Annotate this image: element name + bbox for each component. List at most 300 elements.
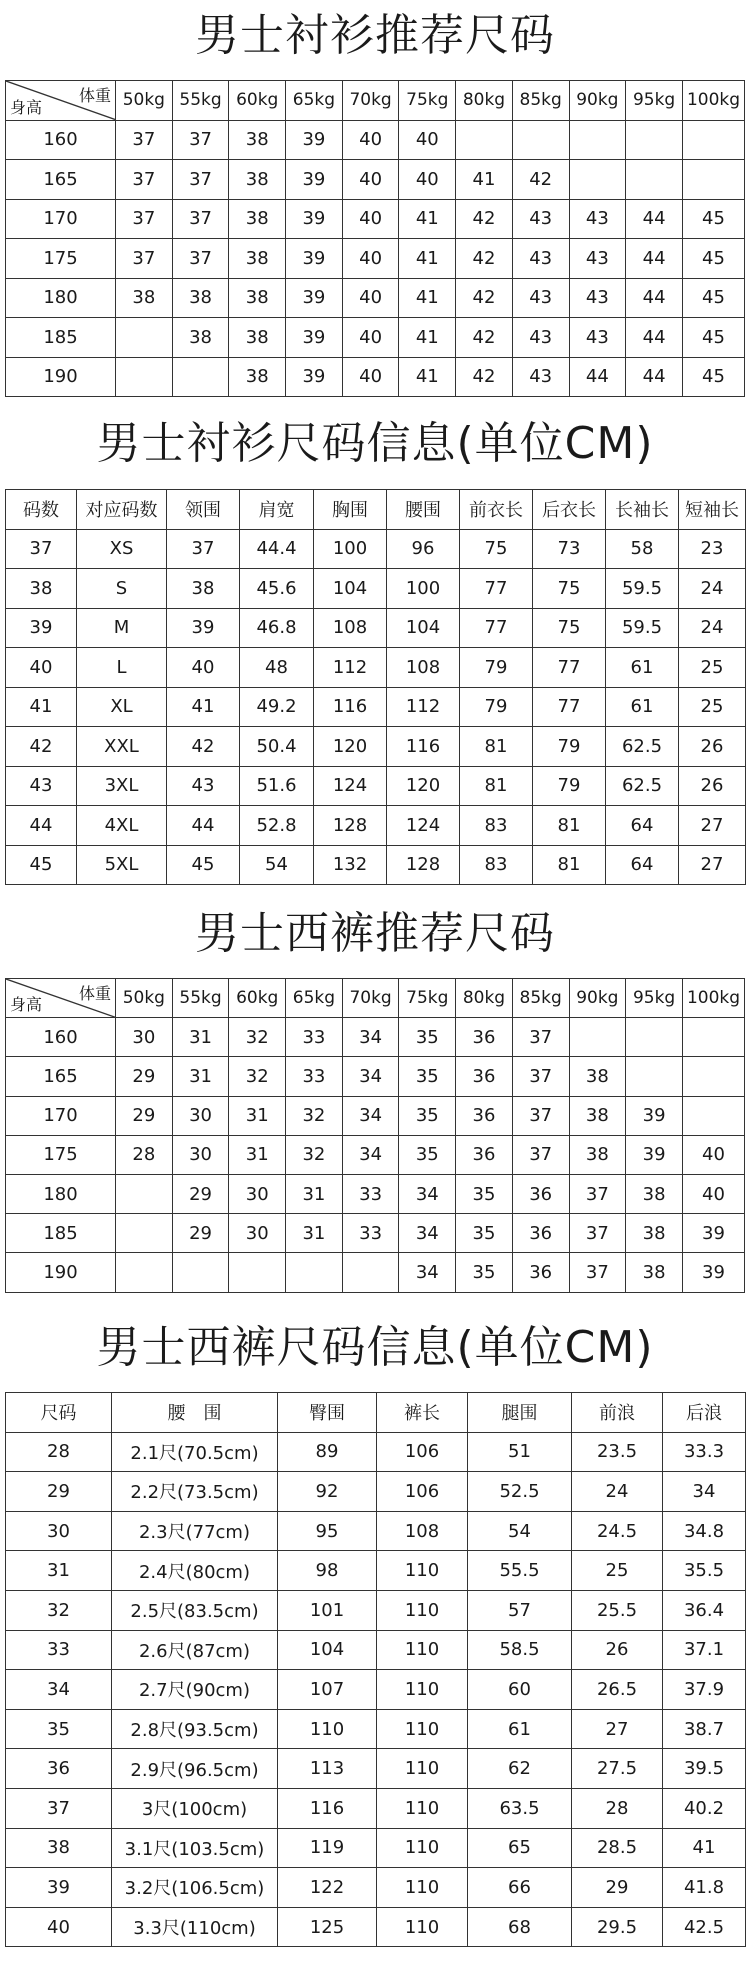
- table-cell: 96: [387, 529, 460, 569]
- table-cell: 2.3尺(77cm): [112, 1511, 278, 1551]
- size-cell: [512, 120, 569, 160]
- weight-header: 55kg: [172, 979, 229, 1018]
- table-cell: 40: [167, 648, 240, 688]
- size-cell: 34: [342, 1018, 399, 1057]
- table-cell: 54: [468, 1511, 572, 1551]
- table-cell: 110: [377, 1590, 468, 1630]
- table-cell: 106: [377, 1432, 468, 1472]
- table-cell: 110: [377, 1670, 468, 1710]
- size-cell: 32: [229, 1018, 286, 1057]
- table-cell: 54: [240, 845, 314, 885]
- column-header: 臀围: [278, 1393, 377, 1433]
- table-cell: 41: [167, 687, 240, 727]
- table-cell: 24.5: [572, 1511, 663, 1551]
- table-row: [6, 1472, 746, 1512]
- table-cell: 25.5: [572, 1590, 663, 1630]
- table-cell: 110: [377, 1828, 468, 1868]
- corner-height-label: 身高: [10, 97, 43, 117]
- table-cell: 79: [460, 648, 533, 688]
- table-cell: 27: [572, 1709, 663, 1749]
- size-cell: 31: [229, 1096, 286, 1135]
- table-cell: 34: [663, 1472, 746, 1512]
- column-header: 胸围: [314, 490, 387, 530]
- size-cell: [683, 160, 745, 200]
- size-cell: 38: [229, 318, 286, 358]
- table-cell: 38: [6, 569, 77, 609]
- table-cell: 42: [167, 727, 240, 767]
- size-cell: 38: [569, 1096, 626, 1135]
- column-header: 码数: [6, 490, 77, 530]
- table-cell: 77: [460, 569, 533, 609]
- table-cell: 44: [167, 806, 240, 846]
- table-cell: 104: [314, 569, 387, 609]
- table-cell: 100: [314, 529, 387, 569]
- table-cell: 3.2尺(106.5cm): [112, 1868, 278, 1908]
- weight-header: 60kg: [229, 81, 286, 121]
- column-header: 腰 围: [112, 1393, 278, 1433]
- size-cell: 29: [172, 1174, 229, 1213]
- table-cell: 112: [314, 648, 387, 688]
- size-cell: 44: [569, 357, 626, 397]
- size-cell: 34: [342, 1057, 399, 1096]
- table-cell: 81: [533, 845, 606, 885]
- size-cell: 37: [512, 1018, 569, 1057]
- size-cell: 37: [116, 120, 173, 160]
- size-cell: 41: [456, 160, 513, 200]
- size-cell: 35: [456, 1214, 513, 1253]
- size-cell: 40: [342, 199, 399, 239]
- table-cell: 2.5尺(83.5cm): [112, 1590, 278, 1630]
- size-cell: 40: [342, 120, 399, 160]
- size-cell: 37: [116, 160, 173, 200]
- size-cell: 33: [342, 1174, 399, 1213]
- size-cell: 37: [569, 1214, 626, 1253]
- table-cell: 116: [387, 727, 460, 767]
- size-cell: 38: [229, 160, 286, 200]
- height-cell: 185: [6, 1214, 116, 1253]
- size-cell: 45: [683, 278, 745, 318]
- weight-header: 65kg: [286, 81, 343, 121]
- shirt-info-title: 男士衬衫尺码信息(单位CM): [96, 418, 654, 469]
- size-cell: 38: [626, 1253, 683, 1292]
- table-cell: 83: [460, 845, 533, 885]
- size-cell: 43: [512, 239, 569, 279]
- table-row: [6, 1630, 746, 1670]
- column-header: 对应码数: [77, 490, 167, 530]
- table-cell: 79: [533, 727, 606, 767]
- table-cell: 41: [663, 1828, 746, 1868]
- weight-header: 100kg: [683, 81, 745, 121]
- corner-weight-label: 体重: [78, 984, 111, 1003]
- size-cell: 34: [342, 1096, 399, 1135]
- table-cell: 40: [6, 648, 77, 688]
- table-cell: 104: [278, 1630, 377, 1670]
- table-cell: 45: [167, 845, 240, 885]
- table-cell: 64: [606, 845, 679, 885]
- size-cell: 39: [626, 1096, 683, 1135]
- table-cell: 75: [460, 529, 533, 569]
- size-cell: 38: [229, 199, 286, 239]
- table-cell: 101: [278, 1590, 377, 1630]
- table-cell: 3.1尺(103.5cm): [112, 1828, 278, 1868]
- size-cell: [172, 357, 229, 397]
- size-cell: 44: [626, 239, 683, 279]
- height-cell: 190: [6, 1253, 116, 1292]
- table-row: [6, 1253, 745, 1292]
- size-cell: 40: [399, 120, 456, 160]
- table-cell: 62: [468, 1749, 572, 1789]
- weight-header: 100kg: [683, 979, 745, 1018]
- table-cell: 39: [6, 608, 77, 648]
- table-cell: 132: [314, 845, 387, 885]
- table-cell: 110: [278, 1709, 377, 1749]
- size-cell: [116, 357, 173, 397]
- table-row: [6, 806, 746, 846]
- size-cell: 39: [286, 278, 343, 318]
- table-cell: 26.5: [572, 1670, 663, 1710]
- size-cell: 33: [342, 1214, 399, 1253]
- size-cell: 39: [683, 1214, 745, 1253]
- table-cell: 34: [6, 1670, 112, 1710]
- table-cell: 107: [278, 1670, 377, 1710]
- size-cell: 43: [512, 357, 569, 397]
- table-cell: S: [77, 569, 167, 609]
- size-cell: 38: [229, 357, 286, 397]
- table-cell: 24: [679, 569, 746, 609]
- table-cell: 42: [6, 727, 77, 767]
- size-cell: 36: [512, 1214, 569, 1253]
- table-cell: 24: [679, 608, 746, 648]
- table-cell: 124: [314, 766, 387, 806]
- weight-header: 65kg: [286, 979, 343, 1018]
- size-cell: 43: [569, 278, 626, 318]
- column-header: 前浪: [572, 1393, 663, 1433]
- size-cell: 40: [342, 160, 399, 200]
- size-cell: 42: [456, 199, 513, 239]
- table-cell: 28: [572, 1788, 663, 1828]
- size-cell: 35: [399, 1018, 456, 1057]
- table-cell: 25: [679, 648, 746, 688]
- table-cell: 108: [314, 608, 387, 648]
- table-cell: 38: [167, 569, 240, 609]
- weight-header: 70kg: [342, 979, 399, 1018]
- table-cell: 38.7: [663, 1709, 746, 1749]
- column-header: 领围: [167, 490, 240, 530]
- size-cell: 35: [399, 1057, 456, 1096]
- table-cell: 62.5: [606, 766, 679, 806]
- size-cell: 30: [172, 1096, 229, 1135]
- table-cell: 59.5: [606, 608, 679, 648]
- table-row: [6, 1828, 746, 1868]
- table-header-row: [6, 979, 745, 1018]
- column-header: 后衣长: [533, 490, 606, 530]
- size-cell: [116, 1253, 173, 1292]
- table-cell: 36.4: [663, 1590, 746, 1630]
- weight-header: 55kg: [172, 81, 229, 121]
- size-cell: 32: [286, 1096, 343, 1135]
- table-row: [6, 1749, 746, 1789]
- corner-weight-label: 体重: [78, 86, 111, 105]
- table-cell: 2.7尺(90cm): [112, 1670, 278, 1710]
- height-cell: 160: [6, 120, 116, 160]
- size-cell: [116, 1174, 173, 1213]
- table-row: [6, 1096, 745, 1135]
- table-cell: 51.6: [240, 766, 314, 806]
- size-cell: 37: [116, 239, 173, 279]
- table-cell: 27: [679, 806, 746, 846]
- height-cell: 165: [6, 1057, 116, 1096]
- table-cell: 77: [460, 608, 533, 648]
- table-cell: 110: [377, 1749, 468, 1789]
- size-cell: 31: [286, 1174, 343, 1213]
- size-cell: 31: [229, 1135, 286, 1174]
- size-cell: 40: [342, 278, 399, 318]
- size-cell: 37: [569, 1253, 626, 1292]
- table-cell: 42.5: [663, 1907, 746, 1947]
- table-cell: 39: [6, 1868, 112, 1908]
- size-cell: 38: [229, 239, 286, 279]
- table-cell: 5XL: [77, 845, 167, 885]
- size-cell: 32: [229, 1057, 286, 1096]
- table-cell: 45.6: [240, 569, 314, 609]
- table-cell: 58.5: [468, 1630, 572, 1670]
- table-cell: 108: [387, 648, 460, 688]
- weight-header: 75kg: [399, 81, 456, 121]
- table-cell: 37.9: [663, 1670, 746, 1710]
- size-cell: 36: [512, 1253, 569, 1292]
- table-cell: 40.2: [663, 1788, 746, 1828]
- table-cell: 37: [167, 529, 240, 569]
- table-row: [6, 529, 746, 569]
- table-cell: 110: [377, 1630, 468, 1670]
- table-row: [6, 1788, 746, 1828]
- pants-recommend-title: 男士西裤推荐尺码: [195, 908, 555, 959]
- table-cell: 37.1: [663, 1630, 746, 1670]
- table-cell: 29: [6, 1472, 112, 1512]
- table-cell: 116: [314, 687, 387, 727]
- size-cell: 37: [116, 199, 173, 239]
- size-cell: 39: [286, 120, 343, 160]
- table-cell: 23: [679, 529, 746, 569]
- size-cell: [683, 120, 745, 160]
- size-cell: 40: [683, 1135, 745, 1174]
- size-cell: 44: [626, 199, 683, 239]
- table-cell: XL: [77, 687, 167, 727]
- size-cell: 34: [399, 1253, 456, 1292]
- corner-height-label: 身高: [10, 995, 43, 1015]
- table-cell: 40: [6, 1907, 112, 1947]
- size-cell: 30: [172, 1135, 229, 1174]
- table-cell: 2.1尺(70.5cm): [112, 1432, 278, 1472]
- table-cell: M: [77, 608, 167, 648]
- table-cell: XXL: [77, 727, 167, 767]
- size-cell: 36: [456, 1057, 513, 1096]
- table-cell: 29: [572, 1868, 663, 1908]
- table-cell: 68: [468, 1907, 572, 1947]
- table-row: [6, 1135, 745, 1174]
- table-row: [6, 569, 746, 609]
- size-cell: 38: [626, 1214, 683, 1253]
- table-cell: 2.9尺(96.5cm): [112, 1749, 278, 1789]
- table-cell: 28: [6, 1432, 112, 1472]
- size-cell: [286, 1253, 343, 1292]
- size-cell: 40: [342, 357, 399, 397]
- table-cell: 33: [6, 1630, 112, 1670]
- weight-header: 80kg: [456, 979, 513, 1018]
- weight-header: 60kg: [229, 979, 286, 1018]
- size-cell: 36: [456, 1096, 513, 1135]
- table-cell: 48: [240, 648, 314, 688]
- table-row: [6, 1590, 746, 1630]
- size-cell: 38: [626, 1174, 683, 1213]
- table-cell: 120: [387, 766, 460, 806]
- size-cell: 45: [683, 318, 745, 358]
- table-cell: 38: [6, 1828, 112, 1868]
- table-row: [6, 727, 746, 767]
- table-cell: 27: [679, 845, 746, 885]
- table-cell: 116: [278, 1788, 377, 1828]
- column-header: 腰围: [387, 490, 460, 530]
- size-cell: 42: [456, 239, 513, 279]
- table-cell: 57: [468, 1590, 572, 1630]
- column-header: 前衣长: [460, 490, 533, 530]
- size-cell: 42: [512, 160, 569, 200]
- size-cell: 39: [626, 1135, 683, 1174]
- table-cell: 46.8: [240, 608, 314, 648]
- height-cell: 170: [6, 199, 116, 239]
- table-cell: 24: [572, 1472, 663, 1512]
- table-cell: 81: [460, 727, 533, 767]
- table-cell: 25: [679, 687, 746, 727]
- weight-header: 50kg: [116, 81, 173, 121]
- size-cell: 43: [569, 239, 626, 279]
- table-cell: 110: [377, 1868, 468, 1908]
- table-cell: 30: [6, 1511, 112, 1551]
- table-cell: 33.3: [663, 1432, 746, 1472]
- table-cell: 26: [679, 766, 746, 806]
- size-cell: 40: [399, 160, 456, 200]
- table-cell: 37: [6, 1788, 112, 1828]
- size-cell: 43: [512, 199, 569, 239]
- table-cell: 112: [387, 687, 460, 727]
- size-cell: 37: [172, 120, 229, 160]
- size-cell: [172, 1253, 229, 1292]
- table-cell: 59.5: [606, 569, 679, 609]
- column-header: 后浪: [663, 1393, 746, 1433]
- table-cell: 39: [167, 608, 240, 648]
- table-row: [6, 1018, 745, 1057]
- size-cell: 42: [456, 357, 513, 397]
- table-cell: 25: [572, 1551, 663, 1591]
- weight-header: 70kg: [342, 81, 399, 121]
- corner-cell: [6, 81, 116, 121]
- weight-header: 80kg: [456, 81, 513, 121]
- table-cell: 35.5: [663, 1551, 746, 1591]
- pants-info-table: [5, 1392, 746, 1947]
- size-cell: 28: [116, 1135, 173, 1174]
- table-row: [6, 199, 745, 239]
- table-cell: 43: [6, 766, 77, 806]
- size-cell: 39: [286, 199, 343, 239]
- size-cell: 37: [512, 1057, 569, 1096]
- size-cell: 38: [569, 1057, 626, 1096]
- table-cell: 122: [278, 1868, 377, 1908]
- size-cell: 39: [286, 239, 343, 279]
- size-cell: 34: [399, 1174, 456, 1213]
- weight-header: 90kg: [569, 81, 626, 121]
- table-cell: 26: [679, 727, 746, 767]
- size-cell: 38: [172, 278, 229, 318]
- table-cell: 41.8: [663, 1868, 746, 1908]
- weight-header: 95kg: [626, 979, 683, 1018]
- size-cell: [569, 120, 626, 160]
- size-cell: [116, 1214, 173, 1253]
- size-cell: 29: [116, 1096, 173, 1135]
- size-cell: 29: [172, 1214, 229, 1253]
- size-cell: 37: [512, 1135, 569, 1174]
- table-cell: 32: [6, 1590, 112, 1630]
- table-cell: 29.5: [572, 1907, 663, 1947]
- table-cell: 89: [278, 1432, 377, 1472]
- size-cell: 45: [683, 199, 745, 239]
- table-cell: 3尺(100cm): [112, 1788, 278, 1828]
- table-cell: 65: [468, 1828, 572, 1868]
- table-header-row: [6, 81, 745, 121]
- table-cell: 28.5: [572, 1828, 663, 1868]
- table-cell: 31: [6, 1551, 112, 1591]
- size-cell: 42: [456, 278, 513, 318]
- size-cell: [116, 318, 173, 358]
- table-cell: 43: [167, 766, 240, 806]
- table-cell: 95: [278, 1511, 377, 1551]
- table-cell: 61: [468, 1709, 572, 1749]
- table-cell: 4XL: [77, 806, 167, 846]
- table-cell: 23.5: [572, 1432, 663, 1472]
- size-cell: 44: [626, 278, 683, 318]
- table-cell: 110: [377, 1551, 468, 1591]
- table-row: [6, 1057, 745, 1096]
- table-cell: 125: [278, 1907, 377, 1947]
- size-cell: 45: [683, 239, 745, 279]
- size-cell: 39: [286, 160, 343, 200]
- size-cell: 38: [229, 278, 286, 318]
- table-cell: 55.5: [468, 1551, 572, 1591]
- size-cell: 41: [399, 318, 456, 358]
- table-cell: 128: [387, 845, 460, 885]
- size-cell: 43: [569, 318, 626, 358]
- size-cell: [626, 120, 683, 160]
- size-cell: 36: [456, 1135, 513, 1174]
- table-cell: 66: [468, 1868, 572, 1908]
- table-cell: 98: [278, 1551, 377, 1591]
- size-cell: [683, 1057, 745, 1096]
- height-cell: 185: [6, 318, 116, 358]
- table-header-row: [6, 1393, 746, 1433]
- size-cell: 35: [456, 1174, 513, 1213]
- table-cell: 39.5: [663, 1749, 746, 1789]
- table-cell: 108: [377, 1511, 468, 1551]
- size-cell: [569, 160, 626, 200]
- size-cell: 37: [172, 160, 229, 200]
- table-cell: 49.2: [240, 687, 314, 727]
- size-cell: 38: [172, 318, 229, 358]
- size-cell: 31: [286, 1214, 343, 1253]
- height-cell: 175: [6, 1135, 116, 1174]
- size-cell: 38: [116, 278, 173, 318]
- table-header-row: [6, 490, 746, 530]
- table-cell: 110: [377, 1907, 468, 1947]
- size-cell: [456, 120, 513, 160]
